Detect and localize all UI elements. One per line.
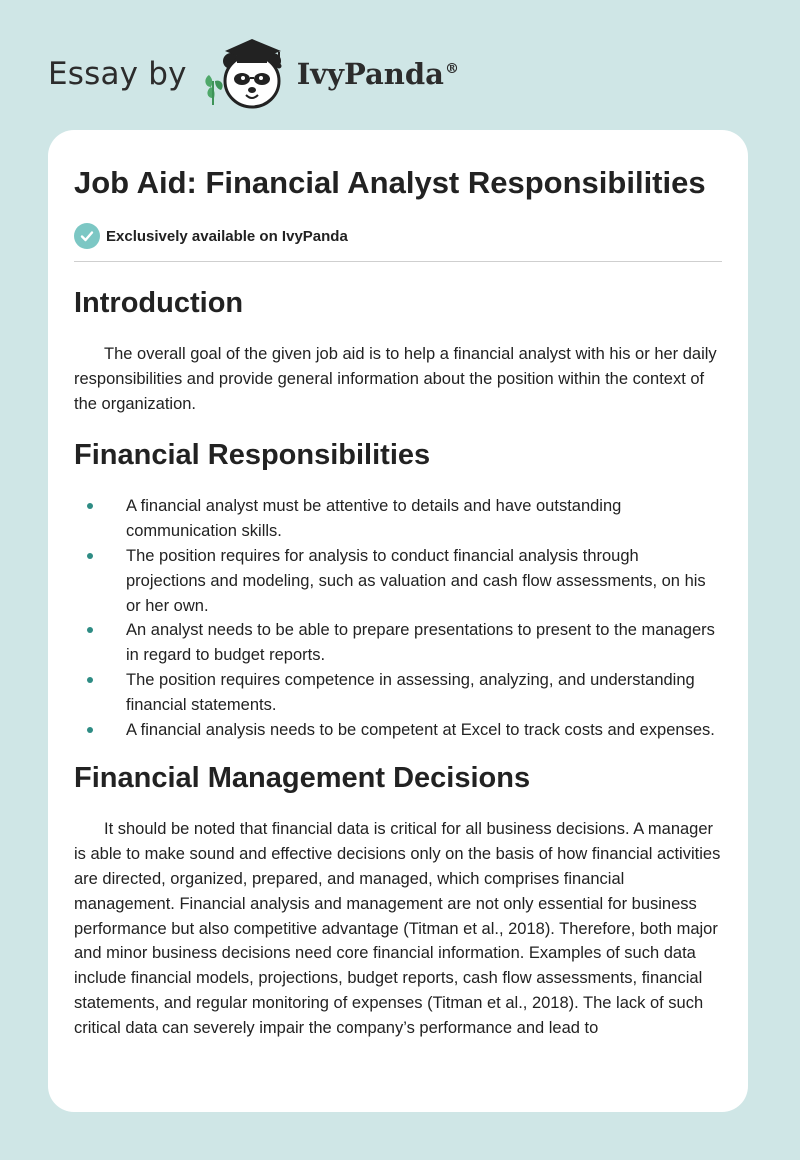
bullet-dot-icon bbox=[87, 553, 93, 559]
brand-name: IvyPanda® bbox=[296, 57, 459, 91]
check-circle-icon bbox=[74, 223, 100, 249]
list-item-text: The position requires for analysis to conduct financial analysis through projections and modeling, such as valuation and cash flow assessments, on his or her own. bbox=[126, 546, 706, 615]
exclusive-badge-label: Exclusively available on IvyPanda bbox=[106, 227, 348, 245]
section-paragraph-financial-management: It should be noted that financial data is critical for all business decisions. A manager is able to make sound and effective decisions only on the basis of how financial activities are directed, organized, prepared, and managed, which comprises financial management. Financial analysis and management are not only essential for business performance but also competitive advantage (Titman et al., 2018). Therefore, both major and minor business decisions need core financial information. Examples of such data include financial models, projections, budget reports, cash flow assessments, financial statements, and regular monitoring of expenses (Titman et al., 2018). The lack of such critical data can severely impair the company’s performance and lead to bbox=[74, 820, 721, 1037]
list-item-text: The position requires competence in assessing, analyzing, and understanding financial statements. bbox=[126, 670, 695, 714]
section-paragraph-introduction: The overall goal of the given job aid is to help a financial analyst with his or her daily responsibilities and provide general information about the position within the context of the organization. bbox=[74, 345, 717, 413]
bullet-dot-icon bbox=[87, 727, 93, 733]
bullet-dot-icon bbox=[87, 627, 93, 633]
list-item-text: An analyst needs to be able to prepare presentations to present to the managers in regard to budget reports. bbox=[126, 621, 715, 665]
page-title: Job Aid: Financial Analyst Responsibilities bbox=[74, 165, 706, 200]
list-item-text: A financial analyst must be attentive to details and have outstanding communication skills. bbox=[126, 497, 622, 541]
list-item bbox=[74, 618, 722, 668]
brand-prefix: Essay by bbox=[48, 56, 187, 92]
bullet-dot-icon bbox=[87, 503, 93, 509]
divider bbox=[74, 261, 722, 262]
list-item bbox=[74, 668, 722, 718]
list-item bbox=[74, 494, 722, 544]
section-heading-financial-management-decisions: Financial Management Decisions bbox=[74, 762, 531, 795]
list-item-text: A financial analysis needs to be competent at Excel to track costs and expenses. bbox=[126, 720, 715, 739]
brand-logo[interactable] bbox=[48, 34, 459, 114]
exclusive-badge bbox=[74, 223, 722, 249]
bullet-dot-icon bbox=[87, 677, 93, 683]
list-item bbox=[74, 544, 722, 618]
section-heading-introduction: Introduction bbox=[74, 287, 244, 319]
responsibilities-list bbox=[74, 494, 722, 742]
section-heading-financial-responsibilities: Financial Responsibilities bbox=[74, 439, 431, 472]
panda-graduate-icon bbox=[203, 35, 293, 113]
essay-card bbox=[48, 130, 748, 1112]
list-item bbox=[74, 718, 722, 743]
